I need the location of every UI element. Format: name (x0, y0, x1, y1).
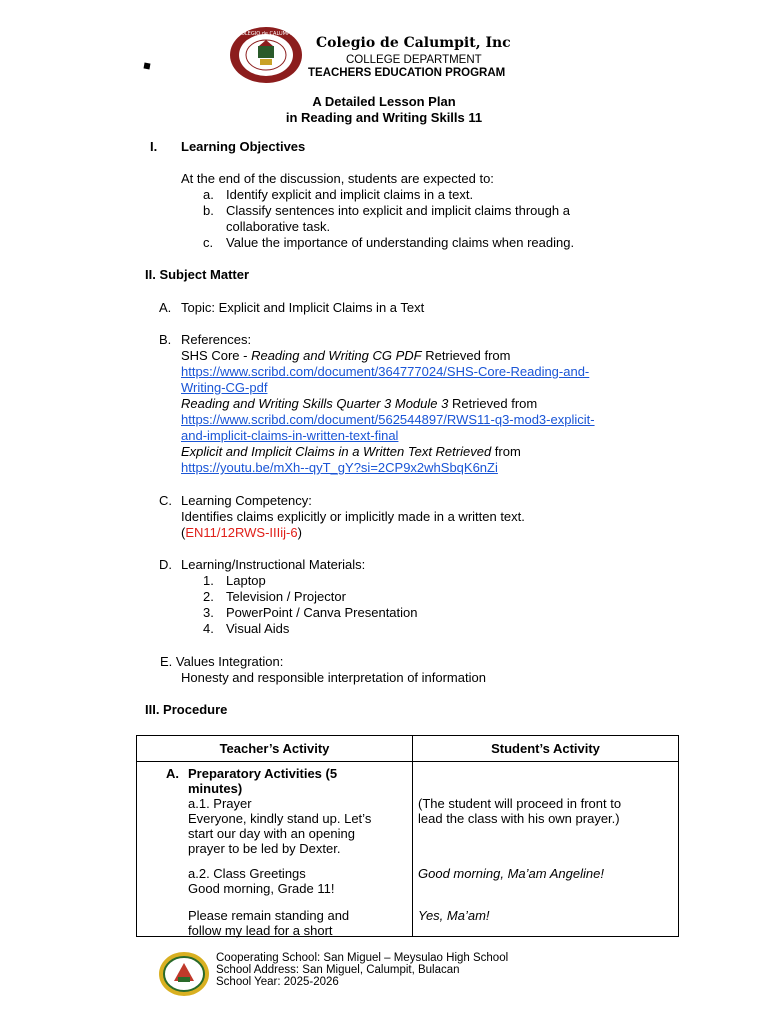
competency-code-line (181, 525, 302, 541)
ref1-prefix: SHS Core - (181, 348, 252, 363)
objective-text: Classify sentences into explicit and implicit claims through a (226, 203, 570, 218)
objectives-intro: At the end of the discussion, students are expected to: (181, 171, 494, 186)
program-name: TEACHERS EDUCATION PROGRAM (308, 67, 506, 79)
student-greeting-response: Good morning, Ma’am Angeline! (418, 866, 604, 881)
teacher-activity-cell (137, 762, 413, 937)
objectives-heading: Learning Objectives (181, 139, 306, 154)
table-header-row (137, 736, 679, 762)
ref2-suffix: Retrieved from (448, 396, 538, 411)
section-number: I. (150, 139, 158, 154)
teacher-activity-header: Teacher’s Activity (137, 736, 413, 762)
competency-code: EN11/12RWS-IIIij-6 (185, 525, 298, 540)
objective-text-cont: collaborative task. (226, 219, 331, 234)
material-item: Visual Aids (226, 621, 290, 636)
svg-text:COLEGIO de CALUMPIT: COLEGIO de CALUMPIT (237, 31, 295, 37)
greetings-text: Good morning, Grade 11! (188, 881, 335, 896)
paren-close: ) (297, 525, 302, 540)
prayer-text: Everyone, kindly stand up. Let’s (188, 811, 372, 826)
procedure-table (136, 735, 679, 937)
material-item: Laptop (226, 573, 266, 588)
student-yes-response: Yes, Ma’am! (418, 908, 490, 923)
objective-marker: b. (203, 203, 214, 218)
material-item: PowerPoint / Canva Presentation (226, 605, 418, 620)
ref1-suffix: Retrieved from (421, 348, 511, 363)
department-name: COLLEGE DEPARTMENT (346, 54, 482, 66)
ref2-link-cont[interactable]: and-implicit-claims-in-written-text-final (181, 428, 399, 443)
prayer-label: a.1. Prayer (188, 796, 252, 811)
subject-matter-heading: II. Subject Matter (145, 267, 250, 282)
footer-cooperating-school: Cooperating School: San Miguel – Meysulao High School (216, 952, 509, 964)
ref1-link-cont[interactable]: Writing-CG-pdf (181, 380, 268, 395)
standing-text: Please remain standing and (188, 908, 350, 923)
ref3-suffix: from (491, 444, 521, 459)
college-seal-logo (229, 26, 303, 84)
prep-marker: A. (166, 766, 179, 781)
ref1-title: Reading and Writing CG PDF (251, 348, 422, 363)
reference-2 (181, 396, 537, 412)
ref2-link[interactable]: https://www.scribd.com/document/562544897/RWS11-q3-mod3-explicit- (181, 412, 595, 427)
prayer-text: start our day with an opening (188, 826, 355, 841)
topic-marker: A. (159, 300, 172, 315)
material-number: 3. (203, 605, 214, 620)
procedure-heading: III. Procedure (145, 702, 228, 717)
student-activity-header: Student’s Activity (413, 736, 679, 762)
student-activity-cell (413, 762, 679, 937)
ref2-title: Reading and Writing Skills Quarter 3 Module 3 (181, 396, 449, 411)
lesson-plan-subtitle: in Reading and Writing Skills 11 (285, 110, 483, 125)
prep-heading: Preparatory Activities (5 (188, 766, 338, 781)
values-text: Honesty and responsible interpretation of information (181, 670, 486, 685)
school-name: Colegio de Calumpit, Inc (316, 35, 511, 51)
competency-label: Learning Competency: (181, 493, 312, 508)
student-prayer-response: (The student will proceed in front to (418, 796, 622, 811)
prayer-text: prayer to be led by Dexter. (188, 841, 341, 856)
stray-bullet-mark (144, 63, 151, 70)
objective-marker: c. (203, 235, 214, 250)
topic-text: Topic: Explicit and Implicit Claims in a Text (181, 300, 425, 315)
ref3-link[interactable]: https://youtu.be/mXh--qyT_gY?si=2CP9x2whSbqK6nZi (181, 460, 498, 475)
objective-marker: a. (203, 187, 214, 202)
references-label: References: (181, 332, 252, 347)
table-row (137, 762, 679, 937)
greetings-label: a.2. Class Greetings (188, 866, 306, 881)
ref3-title: Explicit and Implicit Claims in a Written Text Retrieved (181, 444, 492, 459)
materials-marker: D. (159, 557, 172, 572)
prep-heading-cont: minutes) (188, 781, 243, 796)
values-label: E. Values Integration: (160, 654, 284, 669)
references-marker: B. (159, 332, 172, 347)
footer-school-address: School Address: San Miguel, Calumpit, Bulacan (216, 964, 460, 976)
paren-open: ( (181, 525, 186, 540)
competency-text: Identifies claims explicitly or implicitly made in a written text. (181, 509, 525, 524)
school-seal-logo (158, 951, 210, 997)
lesson-plan-title: A Detailed Lesson Plan (312, 94, 456, 109)
competency-marker: C. (159, 493, 172, 508)
student-prayer-response: lead the class with his own prayer.) (418, 811, 620, 826)
material-number: 4. (203, 621, 214, 636)
material-number: 1. (203, 573, 214, 588)
material-number: 2. (203, 589, 214, 604)
objective-text: Value the importance of understanding claims when reading. (226, 235, 575, 250)
material-item: Television / Projector (226, 589, 346, 604)
objective-text: Identify explicit and implicit claims in a text. (226, 187, 474, 202)
ref1-link[interactable]: https://www.scribd.com/document/364777024/SHS-Core-Reading-and- (181, 364, 590, 379)
footer-school-year: School Year: 2025-2026 (216, 976, 339, 988)
materials-label: Learning/Instructional Materials: (181, 557, 366, 572)
standing-text: follow my lead for a short (188, 923, 333, 938)
reference-1 (181, 348, 510, 364)
reference-3 (181, 444, 521, 460)
